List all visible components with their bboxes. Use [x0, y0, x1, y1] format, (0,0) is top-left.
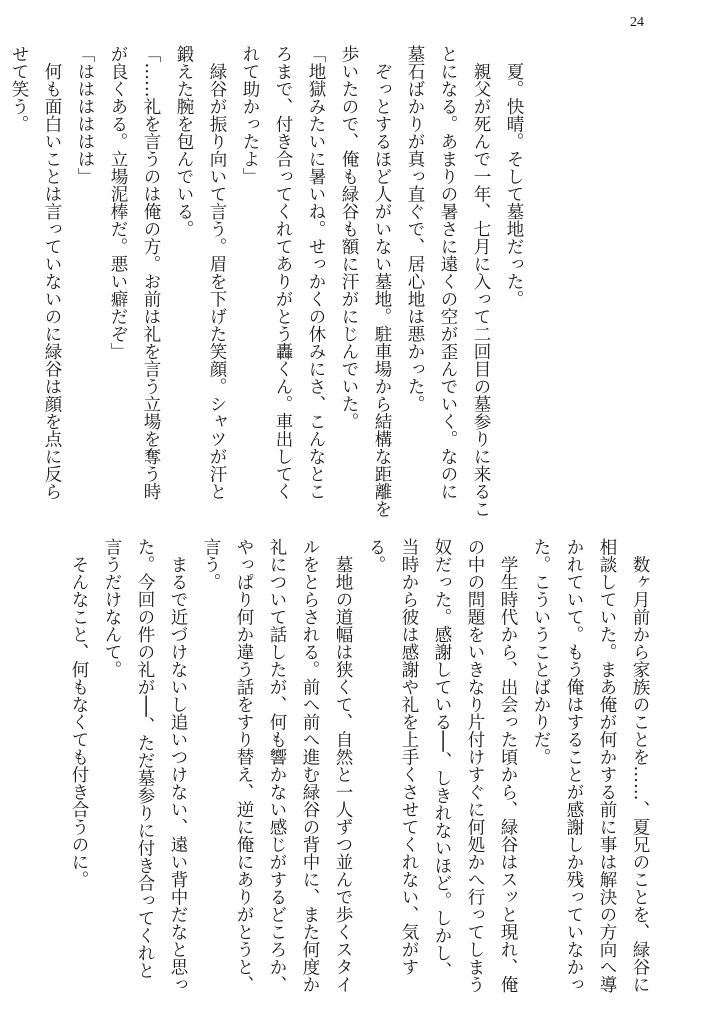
text-line: 奴だった。感謝している──、しきれないほど。しかし、: [432, 538, 452, 980]
text-line: 学生時代から、出会った頃から、緑谷はスッと現れ、俺: [498, 538, 518, 993]
text-line: る。: [366, 538, 386, 573]
text-line: まるで近づけないし追いつけない、遠い背中だなと思っ: [168, 538, 188, 993]
text-line: そんなこと、何もなくても付き合うのに。: [69, 538, 89, 888]
text-line: 当時から彼は感謝や礼を上手くさせてくれない、気がす: [399, 538, 419, 976]
text-line: 数ヶ月前から家族のことを……、夏兄のことを、緑谷に: [630, 538, 650, 993]
text-line: 歩いたので、俺も緑谷も額に汗がにじんでいた。: [339, 45, 359, 430]
text-line: の中の問題をいきなり片付けすぐに何処かへ行ってしまう: [465, 538, 485, 993]
text-line: 緑谷が振り向いて言う。眉を下げた笑顔。シャツが汗と: [207, 45, 227, 500]
text-line: 礼について話したが、何も響かない感じがするどころか、: [267, 538, 287, 993]
text-line: 鍛えた腕を包んでいる。: [174, 45, 194, 238]
text-line: 相談していた。まあ俺が何かする前に事は解決の方向へ導: [597, 538, 617, 993]
text-line: 「……礼を言うのは俺の方。お前は礼を言う立場を奪う時: [141, 45, 161, 500]
text-line: 親父が死んで一年、七月に入って二回目の墓参りに来るこ: [471, 45, 491, 518]
text-line: 何も面白いことは言っていないのに緑谷は顔を点に反ら: [42, 45, 62, 500]
text-line: ろまで、付き合ってくれてありがとう轟くん。車出してく: [273, 45, 293, 500]
text-line: 「地獄みたいに暑いね。せっかくの休みにさ、こんなとこ: [306, 45, 326, 500]
text-line: 言う。: [201, 538, 221, 591]
text-line: 「はははははは」: [75, 45, 95, 185]
page-number: 24: [630, 15, 644, 30]
text-line: 墓石ばかりが真っ直ぐで、居心地は悪かった。: [405, 45, 425, 413]
text-line: 夏。快晴。そして墓地だった。: [504, 45, 524, 308]
text-line: が良くある。立場泥棒だ。悪い癖だぞ」: [108, 45, 128, 360]
text-line: やっぱり何か違う話をすり替え、逆に俺にありがとうと、: [234, 538, 254, 993]
text-line: せて笑う。: [9, 45, 29, 133]
text-line: た。こういうことばかりだ。: [531, 538, 551, 766]
text-line: 墓地の道幅は狭くて、自然と一人ずつ並んで歩くスタイ: [333, 538, 353, 993]
text-line: とになる。あまりの暑さに遠くの空が歪んでいく。なのに: [438, 45, 458, 500]
lower-text-block: [62, 538, 656, 993]
text-line: かれていて。もう俺はすることが感謝しか残っていなかっ: [564, 538, 584, 993]
upper-text-block: [2, 45, 530, 518]
text-line: 言うだけなんて。: [102, 538, 122, 678]
text-line: ぞっとするほど人がいない墓地。駐車場から結構な距離を: [372, 45, 392, 518]
text-line: た。今回の件の礼が──、ただ墓参りに付き合ってくれと: [135, 538, 155, 980]
text-line: ルをとらされる。前へ前へ進む緑谷の背中に、また何度か: [300, 538, 320, 993]
text-line: れて助かったよ」: [240, 45, 260, 185]
